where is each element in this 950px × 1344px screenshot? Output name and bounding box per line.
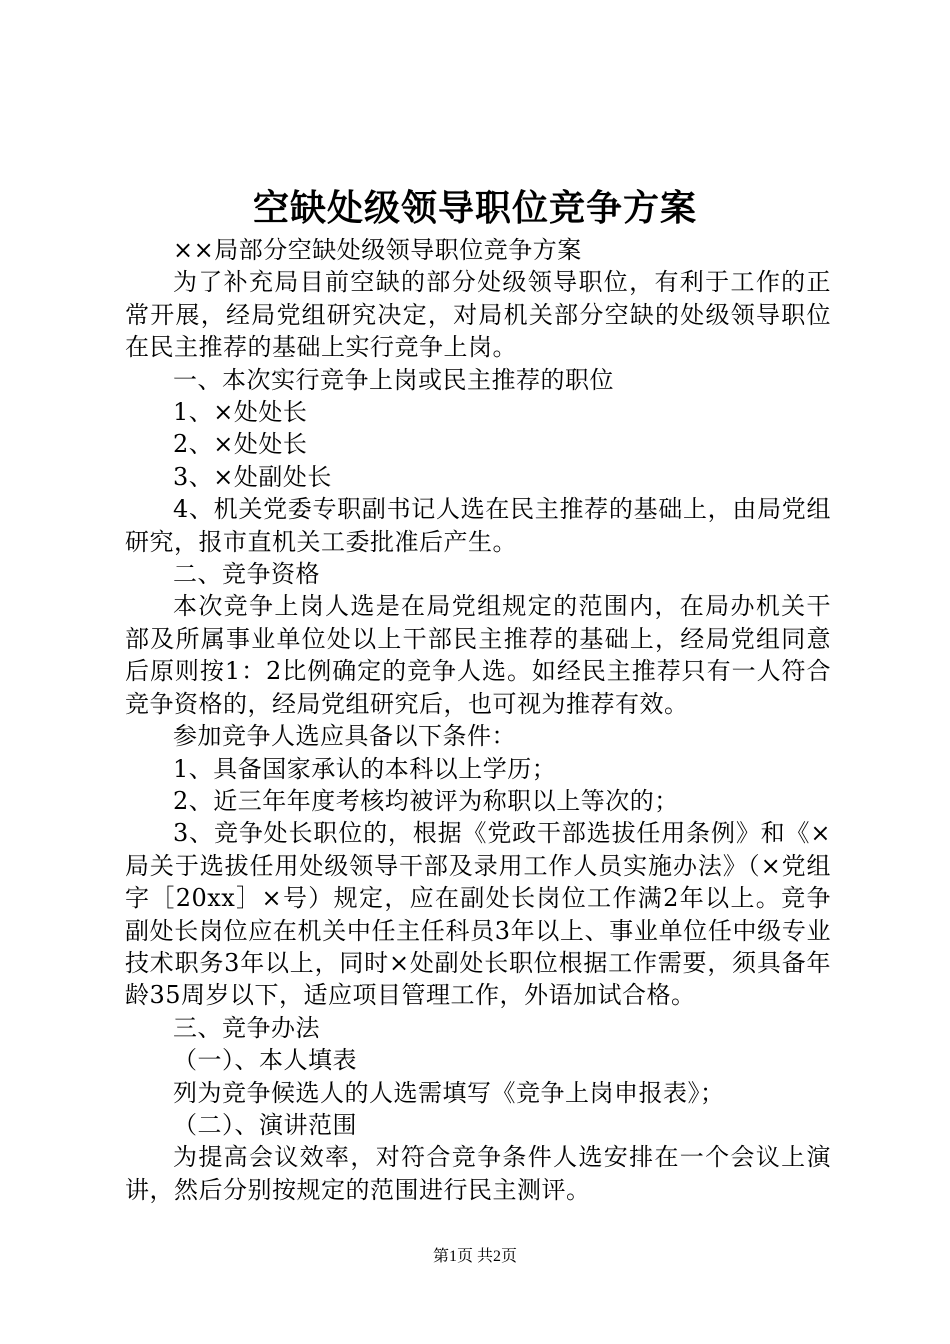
document-body — [125, 234, 831, 1206]
paragraph-form: 列为竞争候选人的人选需填写《竞争上岗申报表》； — [173, 1078, 725, 1107]
section-heading-qualifications: 二、竞争资格 — [173, 560, 320, 589]
list-item-position-3: 3、×处副处长 — [173, 462, 332, 491]
list-item-position-4: 4、机关党委专职副书记人选在民主推荐的基础上，由局党组研究，报市直机关工委批准后产生。 — [125, 495, 831, 556]
paragraph-speech: 为提高会议效率，对符合竞争条件人选安排在一个会议上演讲，然后分别按规定的范围进行民主测评。 — [125, 1143, 831, 1204]
section-heading-positions: 一、本次实行竞争上岗或民主推荐的职位 — [173, 365, 614, 394]
document-title: 空缺处级领导职位竞争方案 — [252, 187, 697, 229]
paragraph-intro: 为了补充局目前空缺的部分处级领导职位，有利于工作的正常开展，经局党组研究决定，对局机关部分空缺的处级领导职位在民主推荐的基础上实行竞争上岗。 — [125, 268, 831, 362]
subsection-heading-form: （一）、本人填表 — [173, 1046, 357, 1075]
page-number: 第1页 共2页 — [432, 1248, 517, 1265]
subsection-heading-speech: （二）、演讲范围 — [173, 1110, 357, 1139]
list-item-condition-3: 3、竞争处长职位的，根据《党政干部选拔任用条例》和《×局关于选拔任用处级领导干部及录用工作人员实施办法》（×党组字［20xx］×号）规定，应在副处长岗位工作满2年以上。竞争副处长岗位应在机关中任主任科员3年以上、事业单位任中级专业技术职务3年以上，同时×处副处长职位根据工作需要，须具备年龄35周岁以下，适应项目管理工作，外语加试合格。 — [125, 819, 831, 1010]
list-item-position-1: 1、×处处长 — [173, 398, 308, 427]
list-item-condition-2: 2、近三年年度考核均被评为称职以上等次的； — [173, 786, 679, 815]
paragraph-conditions-intro: 参加竞争人选应具备以下条件： — [173, 722, 516, 751]
paragraph-qualification-scope: 本次竞争上岗人选是在局党组规定的范围内，在局办机关干部及所属事业单位处以上干部民主推荐的基础上，经局党组同意后原则按1：2比例确定的竞争人选。如经民主推荐只有一人符合竞争资格的，经局党组研究后，也可视为推荐有效。 — [125, 592, 831, 718]
section-heading-methods: 三、竞争办法 — [173, 1013, 320, 1042]
paragraph-subtitle: ××局部分空缺处级领导职位竞争方案 — [173, 236, 582, 264]
list-item-position-2: 2、×处处长 — [173, 430, 308, 459]
list-item-condition-1: 1、具备国家承认的本科以上学历； — [173, 754, 557, 783]
